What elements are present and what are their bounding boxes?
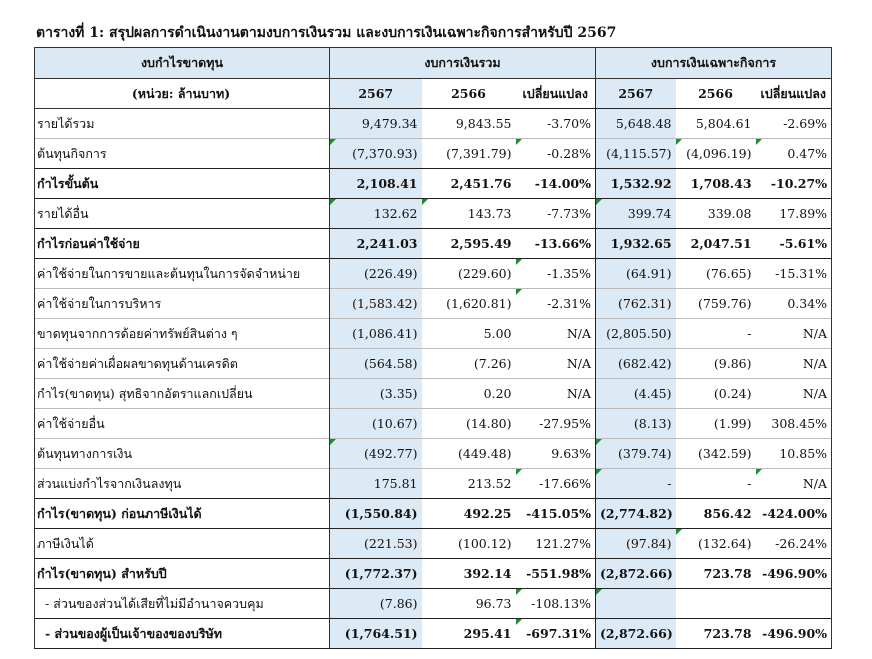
- table-row: [35, 199, 832, 229]
- cell-s1: (2,774.82): [596, 499, 676, 529]
- row-label: - ส่วนของผู้เป็นเจ้าของของบริษัท: [35, 619, 330, 649]
- cell-c1: 2,108.41: [330, 169, 422, 199]
- header-c-2567: 2567: [330, 79, 422, 109]
- table-row: [35, 409, 832, 439]
- cell-s1: [596, 589, 676, 619]
- row-label: ค่าใช้จ่ายอื่น: [35, 409, 330, 439]
- row-label: กำไรขั้นต้น: [35, 169, 330, 199]
- table-row: [35, 109, 832, 139]
- cell-c2: 2,451.76: [422, 169, 516, 199]
- cell-c1: 2,241.03: [330, 229, 422, 259]
- row-label: ค่าใช้จ่ายในการขายและต้นทุนในการจัดจำหน่าย: [35, 259, 330, 289]
- cell-c3: 121.27%: [516, 529, 596, 559]
- cell-s2: -: [676, 319, 756, 349]
- cell-s3: -496.90%: [756, 619, 832, 649]
- table-row: [35, 439, 832, 469]
- cell-c2: 96.73: [422, 589, 516, 619]
- header-row-years: [35, 79, 832, 109]
- cell-c1: (221.53): [330, 529, 422, 559]
- cell-c1: (3.35): [330, 379, 422, 409]
- cell-s2: 856.42: [676, 499, 756, 529]
- table-row: [35, 469, 832, 499]
- cell-s3: 308.45%: [756, 409, 832, 439]
- cell-c3: -17.66%: [516, 469, 596, 499]
- cell-c3: -7.73%: [516, 199, 596, 229]
- cell-c2: 213.52: [422, 469, 516, 499]
- cell-s1: (2,872.66): [596, 559, 676, 589]
- cell-c3: -0.28%: [516, 139, 596, 169]
- table-title: ตารางที่ 1: สรุปผลการดำเนินงานตามงบการเงินรวม และงบการเงินเฉพาะกิจการสำหรับปี 2567: [36, 25, 617, 41]
- cell-c3: -415.05%: [516, 499, 596, 529]
- cell-c1: 175.81: [330, 469, 422, 499]
- cell-s2: 2,047.51: [676, 229, 756, 259]
- header-unit: (หน่วย: ล้านบาท): [35, 79, 330, 109]
- cell-marker-icon: [422, 199, 428, 205]
- cell-c3: -2.31%: [516, 289, 596, 319]
- cell-c2: 0.20: [422, 379, 516, 409]
- row-label: กำไรก่อนค่าใช้จ่าย: [35, 229, 330, 259]
- cell-c1: (7.86): [330, 589, 422, 619]
- header-separate: งบการเงินเฉพาะกิจการ: [596, 48, 832, 79]
- cell-s3: N/A: [756, 349, 832, 379]
- cell-s3: -2.69%: [756, 109, 832, 139]
- cell-s2: 5,804.61: [676, 109, 756, 139]
- table-row: [35, 289, 832, 319]
- cell-s3: 0.47%: [756, 139, 832, 169]
- cell-marker-icon: [676, 139, 682, 145]
- cell-marker-icon: [756, 469, 762, 475]
- cell-marker-icon: [596, 199, 602, 205]
- cell-s2: 1,708.43: [676, 169, 756, 199]
- cell-marker-icon: [516, 619, 522, 625]
- row-label: ต้นทุนทางการเงิน: [35, 439, 330, 469]
- header-label: งบกำไรขาดทุน: [35, 48, 330, 79]
- cell-s3: N/A: [756, 319, 832, 349]
- cell-marker-icon: [676, 529, 682, 535]
- cell-c1: (1,583.42): [330, 289, 422, 319]
- cell-marker-icon: [330, 199, 336, 205]
- cell-c2: 143.73: [422, 199, 516, 229]
- cell-marker-icon: [516, 589, 522, 595]
- row-label: กำไร(ขาดทุน) สุทธิจากอัตราแลกเปลี่ยน: [35, 379, 330, 409]
- row-label: กำไร(ขาดทุน) ก่อนภาษีเงินได้: [35, 499, 330, 529]
- row-label: กำไร(ขาดทุน) สำหรับปี: [35, 559, 330, 589]
- cell-s3: -5.61%: [756, 229, 832, 259]
- cell-c2: (7.26): [422, 349, 516, 379]
- cell-marker-icon: [516, 469, 522, 475]
- row-label: - ส่วนของส่วนได้เสียที่ไม่มีอำนาจควบคุม: [35, 589, 330, 619]
- cell-s3: -26.24%: [756, 529, 832, 559]
- row-label: ภาษีเงินได้: [35, 529, 330, 559]
- header-consolidated: งบการเงินรวม: [330, 48, 596, 79]
- cell-s2: (4,096.19): [676, 139, 756, 169]
- cell-marker-icon: [516, 139, 522, 145]
- row-label: ต้นทุนกิจการ: [35, 139, 330, 169]
- cell-s1: (8.13): [596, 409, 676, 439]
- cell-c3: N/A: [516, 349, 596, 379]
- cell-c1: (10.67): [330, 409, 422, 439]
- cell-s3: -424.00%: [756, 499, 832, 529]
- cell-s3: -15.31%: [756, 259, 832, 289]
- cell-c2: (100.12): [422, 529, 516, 559]
- cell-s1: -: [596, 469, 676, 499]
- cell-c3: -108.13%: [516, 589, 596, 619]
- cell-s1: 399.74: [596, 199, 676, 229]
- cell-c2: (1,620.81): [422, 289, 516, 319]
- cell-s1: 5,648.48: [596, 109, 676, 139]
- cell-s2: (9.86): [676, 349, 756, 379]
- cell-c1: (226.49): [330, 259, 422, 289]
- cell-s2: [676, 589, 756, 619]
- cell-c2: 392.14: [422, 559, 516, 589]
- cell-s2: (76.65): [676, 259, 756, 289]
- table-row: [35, 499, 832, 529]
- cell-c2: 5.00: [422, 319, 516, 349]
- cell-c2: 2,595.49: [422, 229, 516, 259]
- cell-s1: (379.74): [596, 439, 676, 469]
- cell-s2: -: [676, 469, 756, 499]
- row-label: ส่วนแบ่งกำไรจากเงินลงทุน: [35, 469, 330, 499]
- cell-c1: (1,772.37): [330, 559, 422, 589]
- cell-c3: -14.00%: [516, 169, 596, 199]
- cell-c3: N/A: [516, 319, 596, 349]
- cell-s3: -496.90%: [756, 559, 832, 589]
- cell-s1: (682.42): [596, 349, 676, 379]
- table-row: [35, 379, 832, 409]
- header-row-groups: [35, 48, 832, 79]
- cell-s2: (342.59): [676, 439, 756, 469]
- cell-s1: (2,872.66): [596, 619, 676, 649]
- cell-c2: 492.25: [422, 499, 516, 529]
- table-row: [35, 559, 832, 589]
- cell-s1: (64.91): [596, 259, 676, 289]
- cell-s3: N/A: [756, 379, 832, 409]
- cell-c1: 132.62: [330, 199, 422, 229]
- table-row: [35, 349, 832, 379]
- cell-s2: (132.64): [676, 529, 756, 559]
- cell-s1: (2,805.50): [596, 319, 676, 349]
- cell-s2: 339.08: [676, 199, 756, 229]
- cell-s2: 723.78: [676, 559, 756, 589]
- cell-marker-icon: [330, 139, 336, 145]
- cell-c1: (564.58): [330, 349, 422, 379]
- cell-c1: (1,086.41): [330, 319, 422, 349]
- row-label: ขาดทุนจากการด้อยค่าทรัพย์สินต่าง ๆ: [35, 319, 330, 349]
- row-label: ค่าใช้จ่ายในการบริหาร: [35, 289, 330, 319]
- cell-s3: N/A: [756, 469, 832, 499]
- cell-c2: 9,843.55: [422, 109, 516, 139]
- table-row: [35, 259, 832, 289]
- cell-s2: (759.76): [676, 289, 756, 319]
- cell-c1: (1,550.84): [330, 499, 422, 529]
- cell-marker-icon: [596, 469, 602, 475]
- cell-c2: 295.41: [422, 619, 516, 649]
- header-c-2566: 2566: [422, 79, 516, 109]
- cell-s1: (97.84): [596, 529, 676, 559]
- cell-c2: (449.48): [422, 439, 516, 469]
- cell-c3: -1.35%: [516, 259, 596, 289]
- table-row: [35, 319, 832, 349]
- cell-s1: (762.31): [596, 289, 676, 319]
- cell-c1: (7,370.93): [330, 139, 422, 169]
- header-c-change: เปลี่ยนแปลง: [516, 79, 596, 109]
- table-row: [35, 169, 832, 199]
- row-label: รายได้อื่น: [35, 199, 330, 229]
- header-s-2567: 2567: [596, 79, 676, 109]
- cell-s1: 1,932.65: [596, 229, 676, 259]
- cell-s3: 17.89%: [756, 199, 832, 229]
- cell-c3: -697.31%: [516, 619, 596, 649]
- cell-marker-icon: [756, 139, 762, 145]
- cell-c3: 9.63%: [516, 439, 596, 469]
- income-statement-table: [34, 47, 832, 649]
- header-s-2566: 2566: [676, 79, 756, 109]
- header-s-change: เปลี่ยนแปลง: [756, 79, 832, 109]
- table-row: [35, 529, 832, 559]
- cell-s3: -10.27%: [756, 169, 832, 199]
- cell-c1: (1,764.51): [330, 619, 422, 649]
- cell-s3: 10.85%: [756, 439, 832, 469]
- cell-c2: (14.80): [422, 409, 516, 439]
- cell-c2: (229.60): [422, 259, 516, 289]
- cell-s1: (4.45): [596, 379, 676, 409]
- cell-c3: -27.95%: [516, 409, 596, 439]
- cell-marker-icon: [596, 439, 602, 445]
- table-row: [35, 229, 832, 259]
- cell-s3: [756, 589, 832, 619]
- cell-c3: N/A: [516, 379, 596, 409]
- cell-c3: -551.98%: [516, 559, 596, 589]
- row-label: ค่าใช้จ่ายค่าเผื่อผลขาดทุนด้านเครดิต: [35, 349, 330, 379]
- cell-marker-icon: [330, 439, 336, 445]
- cell-s2: 723.78: [676, 619, 756, 649]
- cell-c2: (7,391.79): [422, 139, 516, 169]
- table-row: [35, 139, 832, 169]
- cell-s1: (4,115.57): [596, 139, 676, 169]
- cell-c1: 9,479.34: [330, 109, 422, 139]
- table-row: [35, 619, 832, 649]
- row-label: รายได้รวม: [35, 109, 330, 139]
- cell-marker-icon: [596, 589, 602, 595]
- cell-c3: -13.66%: [516, 229, 596, 259]
- cell-c3: -3.70%: [516, 109, 596, 139]
- cell-s2: (1.99): [676, 409, 756, 439]
- cell-c1: (492.77): [330, 439, 422, 469]
- cell-s2: (0.24): [676, 379, 756, 409]
- cell-marker-icon: [516, 259, 522, 265]
- cell-marker-icon: [516, 289, 522, 295]
- cell-s3: 0.34%: [756, 289, 832, 319]
- cell-s1: 1,532.92: [596, 169, 676, 199]
- table-row: [35, 589, 832, 619]
